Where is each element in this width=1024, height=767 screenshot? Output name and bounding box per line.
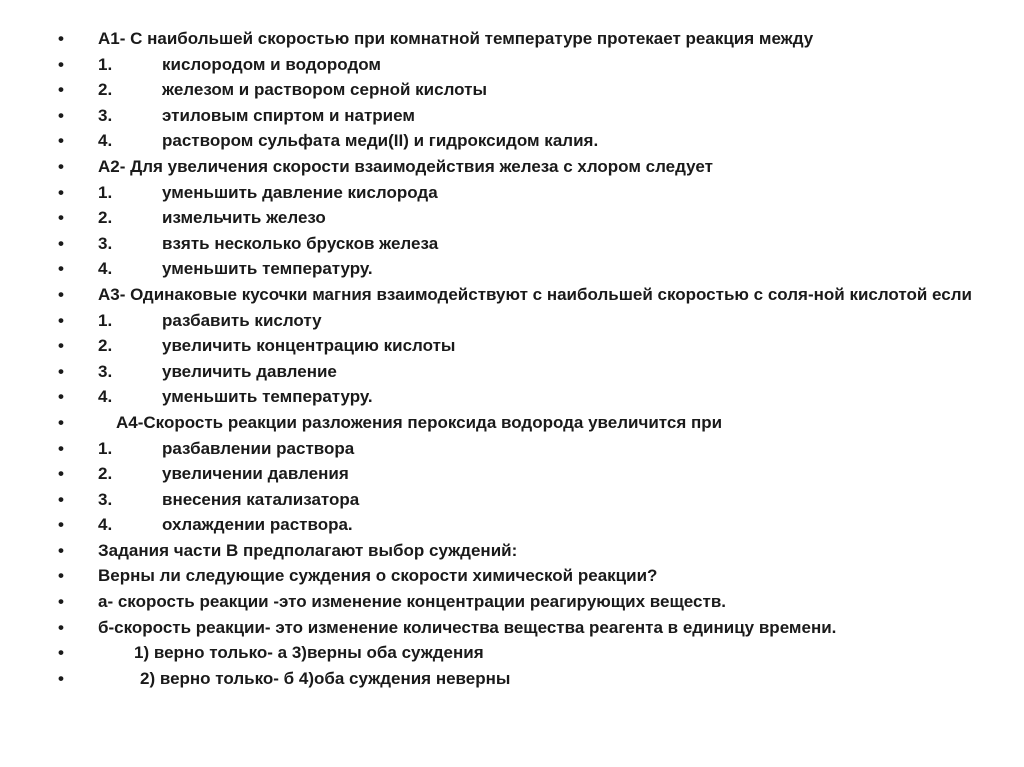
item-number: 3. (98, 489, 113, 509)
bullet: • (58, 131, 64, 151)
item-text: 1) верно только- а 3)верны оба суждения (134, 643, 484, 663)
list-item (58, 128, 1018, 154)
item-text: увеличить давление (162, 361, 337, 381)
list-item (58, 461, 1018, 487)
item-text: Задания части В предполагают выбор суждений: (98, 540, 518, 560)
bullet: • (58, 208, 64, 228)
bullet: • (58, 29, 64, 48)
list-item (58, 640, 1018, 666)
item-text: а- скорость реакции -это изменение концентрации реагирующих веществ. (98, 592, 726, 612)
item-number: 2. (98, 336, 113, 356)
bullet: • (58, 464, 64, 484)
item-number: 1. (98, 438, 113, 458)
item-number: 3. (98, 105, 113, 125)
item-text: взять несколько брусков железа (162, 233, 439, 253)
list-item (58, 384, 1018, 410)
list-item (58, 359, 1018, 385)
item-text: внесения катализатора (162, 489, 360, 509)
list-item (58, 231, 1018, 257)
list-item (58, 436, 1018, 462)
item-text: разбавлении раствора (162, 438, 355, 458)
item-number: 2. (98, 208, 113, 228)
item-text: охлаждении раствора. (162, 515, 353, 535)
item-text: этиловым спиртом и натрием (162, 105, 415, 125)
list-item (58, 333, 1018, 359)
item-text: А4-Скорость реакции разложения пероксида водорода увеличится при (116, 412, 723, 432)
list-item (58, 410, 1018, 436)
item-number: 2. (98, 464, 113, 484)
bullet: • (58, 566, 64, 586)
bullet: • (58, 438, 64, 458)
bullet: • (58, 668, 64, 688)
bullet: • (58, 412, 64, 432)
bullet: • (58, 156, 64, 176)
bullet: • (58, 105, 64, 125)
list-item (58, 615, 1018, 641)
item-text: А1- С наибольшей скоростью при комнатной температуре протекает реакция между (98, 29, 814, 48)
list-item (58, 77, 1018, 103)
item-text: б-скорость реакции- это изменение количества вещества реагента в единицу времени. (98, 617, 837, 637)
item-number: 3. (98, 233, 113, 253)
item-text: 2) верно только- б 4)оба суждения неверны (140, 668, 511, 688)
item-text: кислородом и водородом (162, 54, 381, 74)
question-list (58, 26, 1018, 691)
bullet: • (58, 540, 64, 560)
list-item (58, 154, 1018, 180)
bullet: • (58, 233, 64, 253)
item-text: железом и раствором серной кислоты (162, 80, 487, 100)
item-number: 1. (98, 310, 113, 330)
list-item (58, 538, 1018, 564)
item-text: разбавить кислоту (162, 310, 322, 330)
list-item (58, 26, 1018, 52)
list-item (58, 256, 1018, 282)
bullet: • (58, 284, 64, 304)
list-item (58, 205, 1018, 231)
item-number: 2. (98, 80, 113, 100)
item-number: 4. (98, 259, 113, 279)
item-number: 3. (98, 361, 113, 381)
list-item (58, 52, 1018, 78)
item-number: 1. (98, 54, 113, 74)
item-number: 4. (98, 131, 113, 151)
item-text: уменьшить давление кислорода (162, 182, 438, 202)
list-item (58, 487, 1018, 513)
item-number: 4. (98, 387, 113, 407)
bullet: • (58, 387, 64, 407)
list-item (58, 180, 1018, 206)
item-number: 4. (98, 515, 113, 535)
item-text: раствором сульфата меди(II) и гидроксидом калия. (162, 131, 599, 151)
list-item (58, 512, 1018, 538)
item-text: уменьшить температуру. (162, 259, 373, 279)
item-text: уменьшить температуру. (162, 387, 373, 407)
bullet: • (58, 617, 64, 637)
list-item (58, 282, 1018, 308)
item-text: увеличении давления (162, 464, 349, 484)
item-number: 1. (98, 182, 113, 202)
bullet: • (58, 259, 64, 279)
bullet: • (58, 489, 64, 509)
item-text: Верны ли следующие суждения о скорости химической реакции? (98, 566, 658, 586)
bullet: • (58, 592, 64, 612)
bullet: • (58, 80, 64, 100)
list-item (58, 103, 1018, 129)
bullet: • (58, 54, 64, 74)
item-text: А3- Одинаковые кусочки магния взаимодействуют с наибольшей скоростью с соля-ной кислотой если (98, 284, 972, 304)
bullet: • (58, 515, 64, 535)
item-text: А2- Для увеличения скорости взаимодействия железа с хлором следует (98, 156, 713, 176)
bullet: • (58, 310, 64, 330)
list-item (58, 308, 1018, 334)
list-item (58, 666, 1018, 692)
bullet: • (58, 643, 64, 663)
list-item (58, 589, 1018, 615)
bullet: • (58, 182, 64, 202)
item-text: измельчить железо (162, 208, 326, 228)
item-text: увеличить концентрацию кислоты (162, 336, 456, 356)
bullet: • (58, 336, 64, 356)
list-item (58, 563, 1018, 589)
bullet: • (58, 361, 64, 381)
